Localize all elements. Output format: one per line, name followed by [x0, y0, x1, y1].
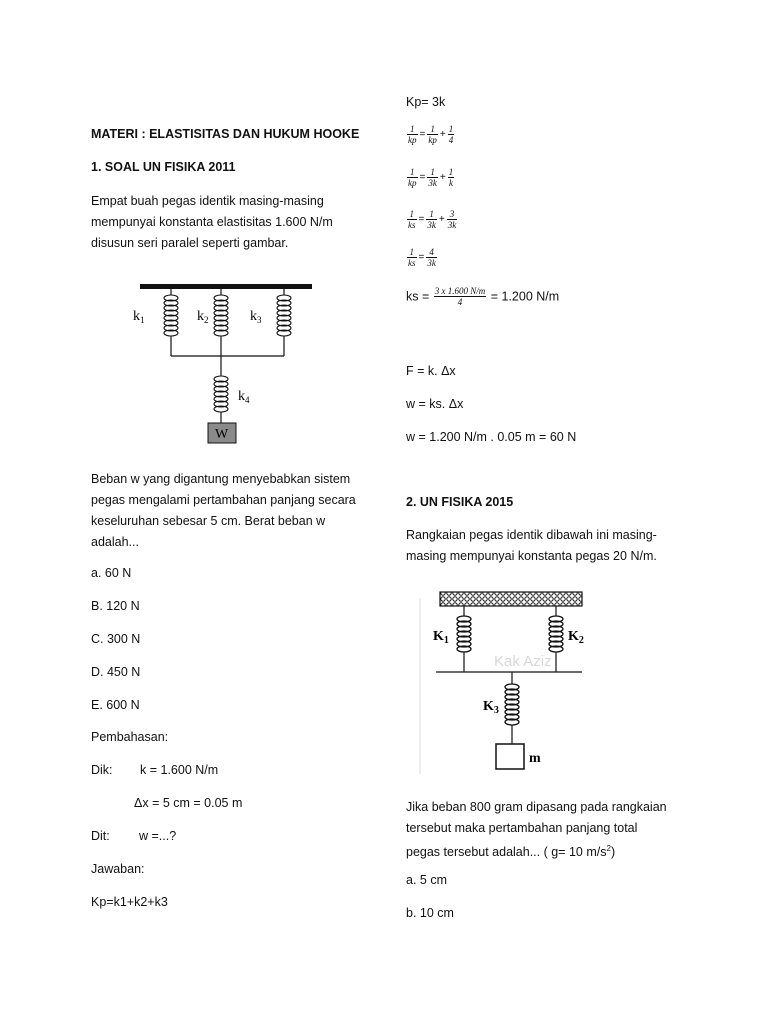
option-2b: b. 10 cm [406, 906, 454, 920]
kp-sum: Kp=k1+k2+k3 [91, 895, 168, 909]
question-2-line: Jika beban 800 gram dipasang pada rangkaian [406, 800, 667, 814]
spring-figure-2 [416, 578, 606, 780]
question-2-line-last: pegas tersebut adalah... ( g= 10 $m/s^2$) [406, 844, 616, 860]
k1-label: $k_1$ [133, 309, 145, 325]
weight-equation: w = ks. Δx [406, 397, 464, 411]
k2-label: $k_2$ [197, 309, 209, 325]
dik-k: k = 1.600 N/m [140, 763, 219, 777]
question-1-text-line: Empat buah pegas identik masing-masing [91, 194, 324, 208]
question-1-line: keseluruhan sebesar 5 cm. Berat beban w [91, 514, 326, 528]
k4-label: $k_4$ [238, 389, 250, 405]
mass-label: m [529, 751, 541, 766]
page-title: MATERI : ELASTISITAS DAN HUKUM HOOKE [91, 127, 360, 141]
force-equation: F = k. Δx [406, 364, 456, 378]
option-d: D. 450 N [91, 665, 141, 679]
weight-result: w = 1.200 N/m . 0.05 m = 60 N [406, 430, 577, 444]
kp-3k: Kp= 3k [406, 95, 446, 109]
question-1-title: 1. SOAL UN FISIKA 2011 [91, 160, 236, 174]
option-b: B. 120 N [91, 599, 140, 613]
pembahasan-label: Pembahasan: [91, 730, 169, 744]
equation-3: $\frac{1}{ks}$ = $\frac{1}{3k}$ + $\frac{3}{3k}$ [408, 209, 457, 230]
dik-dx: Δx = 5 cm = 0.05 m [134, 796, 243, 810]
question-1-line: pegas mengalami pertambahan panjang secara [91, 493, 356, 507]
ks-equation: ks = $\frac{3 x 1.600 N/m}{4}$ = 1.200 N/m [406, 286, 560, 307]
option-c: C. 300 N [91, 632, 141, 646]
option-e: E. 600 N [91, 698, 140, 712]
K1-label: $K_1$ [433, 629, 449, 646]
equation-1: $\frac{1}{kp}$ = $\frac{1}{kp}$ + $\frac{1}{4}$ [408, 124, 454, 145]
K3-label: $K_3$ [483, 699, 499, 716]
equation-4: $\frac{1}{ks}$ = $\frac{4}{3k}$ [408, 247, 436, 268]
watermark: Kak Aziz [494, 653, 552, 670]
question-2-line: tersebut maka pertambahan panjang total [406, 821, 638, 835]
option-2a: a. 5 cm [406, 873, 447, 887]
jawaban-label: Jawaban: [91, 862, 145, 876]
question-2-text-line: masing mempunyai konstanta pegas 20 N/m. [406, 549, 657, 563]
question-1-text-line: mempunyai konstanta elastisitas 1.600 N/m [91, 215, 333, 229]
question-1-line: Beban w yang digantung menyebabkan sistem [91, 472, 351, 486]
equation-2: $\frac{1}{kp}$ = $\frac{1}{3k}$ + $\frac{1}{k}$ [408, 167, 454, 188]
weight-label: W [215, 427, 229, 442]
dit-label: Dit: [91, 829, 110, 843]
dit-w: w =...? [139, 829, 177, 843]
option-a: a. 60 N [91, 566, 132, 580]
question-2-text-line: Rangkaian pegas identik dibawah ini masing- [406, 528, 657, 542]
k3-label: $k_3$ [250, 309, 262, 325]
spring-figure-1 [126, 278, 326, 448]
question-2-title: 2. UN FISIKA 2015 [406, 495, 514, 509]
question-1-text-line: disusun seri paralel seperti gambar. [91, 236, 289, 250]
K2-label: $K_2$ [568, 629, 584, 646]
dik-label: Dik: [91, 763, 113, 777]
question-1-line: adalah... [91, 535, 139, 549]
